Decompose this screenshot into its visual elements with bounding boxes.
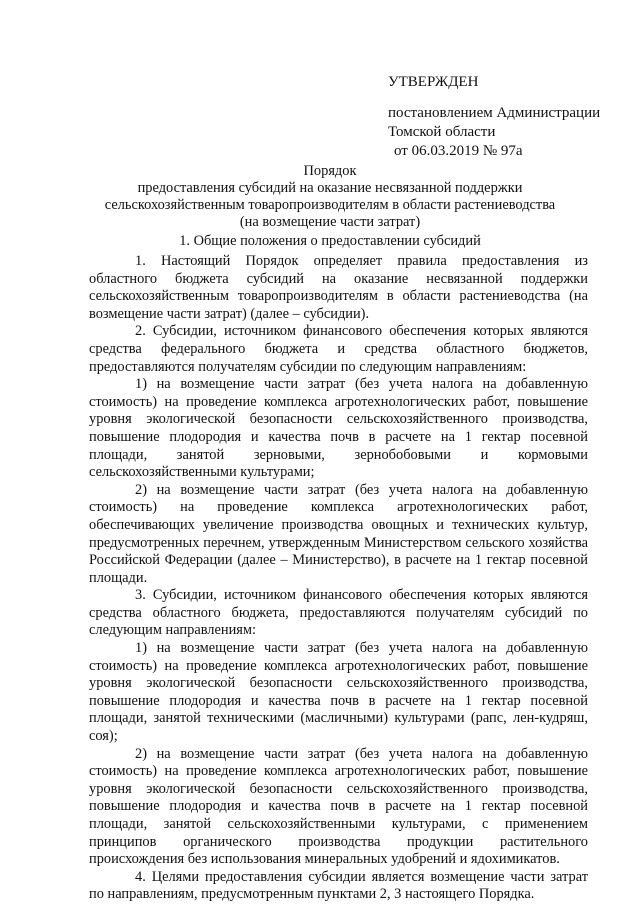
approval-date-line: от 06.03.2019 № 97а — [394, 143, 523, 159]
paragraph: 3. Субсидии, источником финансового обеспечения которых являются средства областного бюджета, предоставляются получателям субсидий по следующим направлениям: — [89, 587, 588, 639]
title-line: предоставления субсидий на оказание несвязанной поддержки — [137, 180, 523, 196]
list-item: 1) на возмещение части затрат (без учета налога на добавленную стоимость) на проведение комплекса агротехнологических работ, повышение уровня экологической безопасности сельскохозяйственного производства, повышение плодородия и качества почв в расчете на 1 гектар посевной площади, занятой техническими (масличными) культурами (рапс, лен-кудряш, соя); — [89, 640, 588, 745]
title-line: (на возмещение части затрат) — [239, 214, 421, 230]
list-item: 2) на возмещение части затрат (без учета налога на добавленную стоимость) на проведение комплекса агротехнологических работ, обеспечивающих увеличение производства овощных и технических культур, предусмотренных перечнем, утвержденным Министерством сельского хозяйства Российской Федерации (далее – Министерство), в расчете на 1 гектар посевной площади. — [89, 481, 588, 586]
list-item: 1) на возмещение части затрат (без учета налога на добавленную стоимость) на проведение комплекса агротехнологических работ, повышение уровня экологической безопасности сельскохозяйственного производства, повышение плодородия и качества почв в расчете на 1 гектар посевной площади, занятой зерновыми, зернобобовыми и кормовыми сельскохозяйственными культурами; — [89, 376, 588, 481]
approval-stamp — [388, 73, 600, 161]
paragraph: 1. Настоящий Порядок определяет правила предоставления из областного бюджета субсидий на оказание несвязанной поддержки сельскохозяйственным товаропроизводителям в области растениеводства (на возмещение части затрат) (далее – субсидии). — [89, 253, 588, 322]
approval-line: Томской области — [388, 124, 496, 140]
paragraph: 2. Субсидии, источником финансового обеспечения которых являются средства федерального бюджета и средства областного бюджетов, предоставляются получателям субсидии по следующим направлениям: — [89, 323, 588, 375]
title-line: Порядок — [303, 163, 357, 179]
section-heading: 1. Общие положения о предоставлении субсидий — [179, 233, 481, 249]
document-title — [60, 163, 600, 231]
list-item: 2) на возмещение части затрат (без учета налога на добавленную стоимость) на проведение комплекса агротехнологических работ, повышение уровня экологической безопасности сельскохозяйственного производства, повышение плодородия и качества почв в расчете на 1 гектар посевной площади, занятой сельскохозяйственными культурами, с применением принципов органического производства продукции растительного происхождения без использования минеральных удобрений и ядохимикатов. — [89, 745, 588, 868]
title-line: сельскохозяйственным товаропроизводителям в области растениеводства — [104, 197, 556, 213]
document-body — [89, 253, 588, 904]
approval-line: постановлением Администрации — [388, 105, 601, 121]
paragraph: 4. Целями предоставления субсидии является возмещение части затрат по направлениям, предусмотренным пунктами 2, 3 настоящего Порядка. — [89, 868, 588, 903]
approval-heading: УТВЕРЖДЕН — [388, 74, 479, 90]
